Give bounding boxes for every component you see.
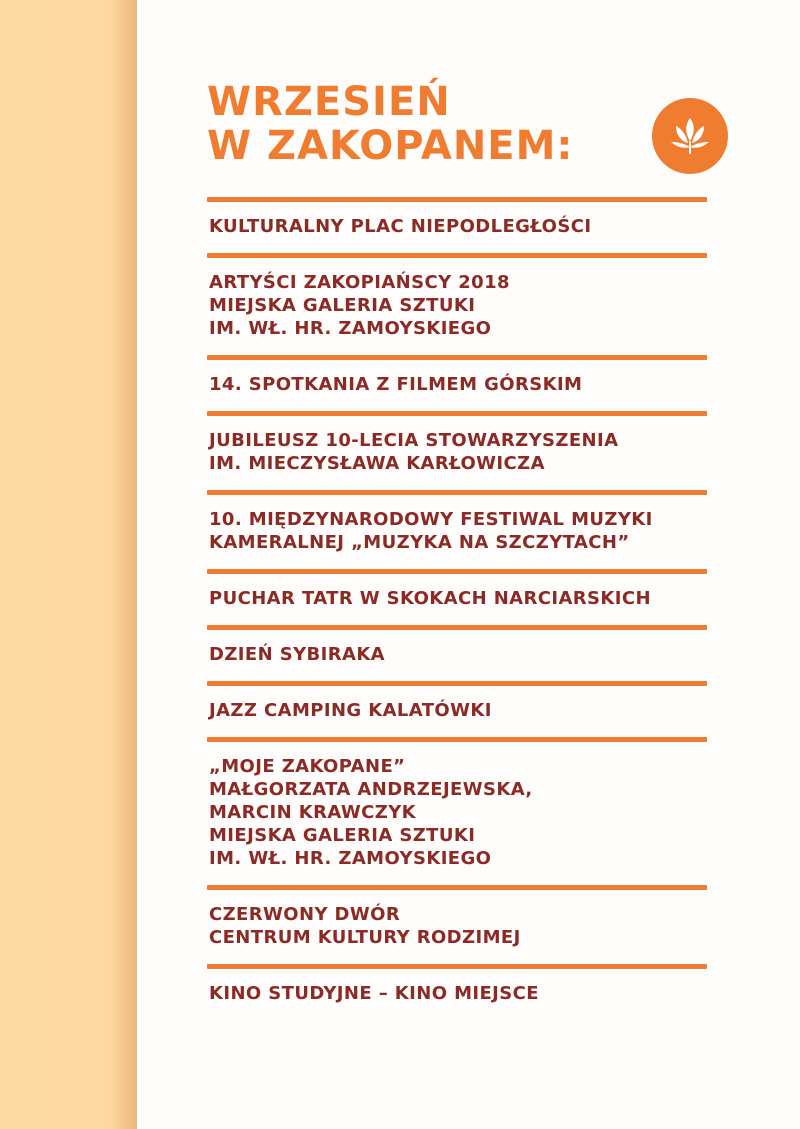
event-list <box>207 197 707 1020</box>
event-entry <box>207 969 707 1020</box>
event-entry-line: KINO STUDYJNE – KINO MIEJSCE <box>209 983 539 1004</box>
event-entry <box>207 495 707 569</box>
event-entry-line: PUCHAR TATR W SKOKACH NARCIARSKICH <box>209 588 651 609</box>
side-band <box>0 0 137 1129</box>
event-entry <box>207 890 707 964</box>
event-entry-line: KULTURALNY PLAC NIEPODLEGŁOŚCI <box>209 216 592 237</box>
event-entry-line: IM. WŁ. HR. ZAMOYSKIEGO <box>209 848 492 869</box>
event-entry-line: „MOJE ZAKOPANE” <box>209 756 406 777</box>
event-entry-line: 10. MIĘDZYNARODOWY FESTIWAL MUZYKI <box>209 509 653 530</box>
event-entry-line: KAMERALNEJ „MUZYKA NA SZCZYTACH” <box>209 532 630 553</box>
event-entry-line: MIEJSKA GALERIA SZTUKI <box>209 825 476 846</box>
event-entry-line: MIEJSKA GALERIA SZTUKI <box>209 295 476 316</box>
event-entry <box>207 574 707 625</box>
event-entry <box>207 258 707 355</box>
event-entry <box>207 416 707 490</box>
event-entry-line: ARTYŚCI ZAKOPIAŃSCY 2018 <box>209 272 510 293</box>
event-entry-line: 14. SPOTKANIA Z FILMEM GÓRSKIM <box>209 374 583 395</box>
page-title-line-2: W ZAKOPANEM: <box>207 123 574 169</box>
event-entry-line: CENTRUM KULTURY RODZIMEJ <box>209 927 521 948</box>
event-entry-line: DZIEŃ SYBIRAKA <box>209 644 386 665</box>
wheat-leaf-icon <box>652 98 728 174</box>
event-entry-line: JAZZ CAMPING KALATÓWKI <box>209 700 492 721</box>
event-entry-line: JUBILEUSZ 10-LECIA STOWARZYSZENIA <box>209 430 619 451</box>
event-entry <box>207 742 707 885</box>
event-entry-line: CZERWONY DWÓR <box>209 904 401 925</box>
event-entry <box>207 686 707 737</box>
event-entry-line: MAŁGORZATA ANDRZEJEWSKA, <box>209 779 533 800</box>
event-entry-line: MARCIN KRAWCZYK <box>209 802 416 823</box>
page-header <box>207 80 573 168</box>
page-title-line-1: WRZESIEŃ <box>207 79 451 125</box>
event-entry <box>207 630 707 681</box>
event-entry-line: IM. MIECZYSŁAWA KARŁOWICZA <box>209 453 545 474</box>
event-entry <box>207 360 707 411</box>
event-entry <box>207 202 707 253</box>
event-entry-line: IM. WŁ. HR. ZAMOYSKIEGO <box>209 318 492 339</box>
wheat-leaf-glyph <box>666 112 714 160</box>
